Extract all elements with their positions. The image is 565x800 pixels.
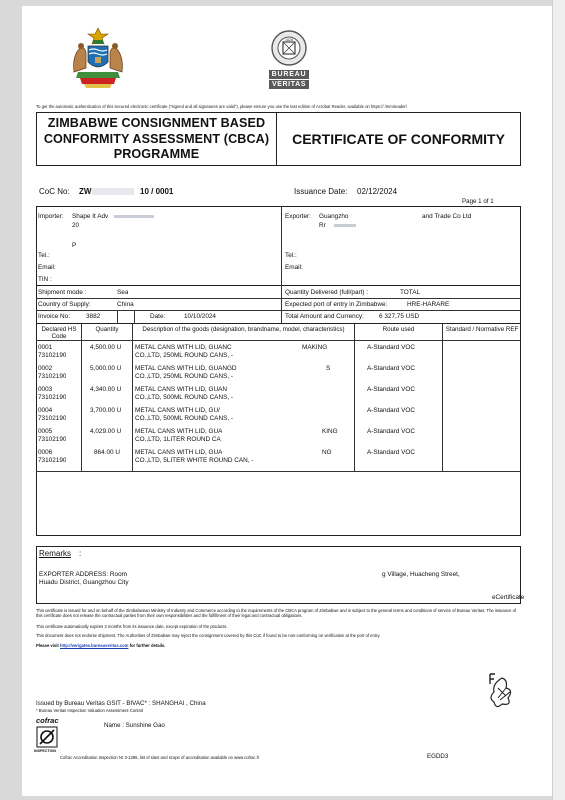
row-5-index: 0005: [38, 428, 53, 435]
row-5-quantity: 4,029.00 U: [90, 428, 122, 435]
goods-col-divider-1: [81, 324, 82, 471]
zimbabwe-coat-of-arms-icon: [62, 26, 134, 90]
invoice-number-label: Invoice No:: [38, 313, 70, 320]
visit-suffix: for further details.: [129, 643, 166, 648]
column-header-standard: Standard / Normative REF: [445, 326, 519, 333]
row-6-hs-code: 73102190: [38, 457, 67, 464]
visit-prefix: Please visit: [36, 643, 59, 648]
country-of-supply-label: Country of Supply:: [38, 301, 91, 308]
total-amount-value: 6 327,75 USD: [379, 313, 420, 320]
row-2-route: A-Standard VOC: [367, 365, 415, 372]
row-6-description-tail: NG: [322, 449, 332, 456]
row-2-quantity: 5,000.00 U: [90, 365, 122, 372]
column-header-route: Route used: [382, 326, 415, 333]
issuance-label: Issuance Date:: [294, 187, 348, 196]
title-box: [36, 112, 521, 166]
row-3-description-line1: METAL CANS WITH LID, GUAN: [135, 386, 227, 393]
importer-address-line3: P: [72, 242, 77, 249]
invoice-date-label: Date:: [150, 313, 166, 320]
importer-redaction: [114, 215, 154, 218]
shipment-row-divider-1: [36, 298, 521, 299]
row-1-description-line2: CO.,LTD, 250ML ROUND CANS, -: [135, 352, 234, 359]
importer-tin-label: TIN :: [38, 276, 52, 283]
cofrac-logo-icon: [36, 726, 58, 748]
shipment-mode-label: Shipment mode :: [38, 289, 87, 296]
cofrac-inspection-label: INSPECTION: [34, 749, 56, 753]
coc-label: CoC No:: [39, 187, 70, 196]
shipment-row-divider-2: [36, 310, 521, 311]
legal-paragraph-1: This certificate is issued for and on behalf of the Zimbabwean Ministry of Industry and Commerce according to the requirements of the CBCA program of Zimbabwe and is subject to the general terms and conditions of service of Bureau Veritas. The issuance of this certificate does not release the contractual parties from their own responsibilities and the fulfillment of their legal and contractual obligations.: [36, 608, 517, 618]
document-code: EGDD3: [427, 753, 449, 760]
remarks-colon: :: [79, 549, 82, 558]
coc-value-suffix: 10 / 0001: [140, 187, 174, 196]
row-3-index: 0003: [38, 386, 53, 393]
row-3-route: A-Standard VOC: [367, 386, 415, 393]
port-of-entry-label: Expected port of entry in Zimbabwe:: [285, 301, 388, 308]
row-6-description-line1: METAL CANS WITH LID, GUA: [135, 449, 223, 456]
row-2-index: 0002: [38, 365, 53, 372]
page-scrollbar[interactable]: [552, 0, 565, 800]
issuance-date: 02/12/2024: [357, 187, 398, 196]
total-amount-label: Total Amount and Currency:: [285, 313, 364, 320]
importer-tel-label: Tel.:: [38, 252, 50, 259]
row-4-description-line1: METAL CANS WITH LID, GU/: [135, 407, 220, 414]
cofrac-word: cofrac: [36, 716, 59, 725]
bv-word-bureau: BUREAU: [271, 71, 307, 78]
exporter-address-line2: Huadu District, Guangzhou City: [39, 579, 129, 586]
exporter-redaction: [334, 224, 356, 227]
coc-value-prefix: ZW: [79, 187, 92, 196]
row-5-description-tail: KING: [322, 428, 338, 435]
row-1-description-line1: METAL CANS WITH LID, GUANC: [135, 344, 232, 351]
exporter-address-end: g Village, Huacheng Street,: [382, 571, 460, 578]
row-6-route: A-Standard VOC: [367, 449, 415, 456]
program-title: ZIMBABWE CONSIGNMENT BASED CONFORMITY ASSESSMENT (CBCA) PROGRAMME: [37, 113, 277, 165]
issued-by-line: Issued by Bureau Veritas GSIT - BIVAC* : SHANGHAI , China: [36, 700, 206, 707]
invoice-divider-1: [117, 310, 118, 324]
quantity-delivered-label: Quantity Delivered (full/part) :: [285, 289, 369, 296]
row-1-quantity: 4,500.00 U: [90, 344, 122, 351]
legal-paragraph-2: This certificate automatically expires 3 months from its issuance date, except expiration of the products.: [36, 624, 228, 629]
row-4-index: 0004: [38, 407, 53, 414]
row-5-description-line1: METAL CANS WITH LID, GUA: [135, 428, 223, 435]
exporter-name: Guangzho: [319, 213, 349, 220]
bv-word-veritas: VERITAS: [271, 81, 307, 88]
row-1-route: A-Standard VOC: [367, 344, 415, 351]
column-header-description: Description of the goods (designation, brandname, model, characteristics): [142, 326, 345, 333]
row-3-description-line2: CO.,LTD, 500ML ROUND CANS, -: [135, 394, 234, 401]
invoice-number-value: 3882: [86, 313, 101, 320]
importer-name: Shape It Adv: [72, 213, 109, 220]
row-1-description-tail: MAKING: [302, 344, 328, 351]
quantity-delivered-value: TOTAL: [400, 289, 421, 296]
row-2-description-tail: S: [326, 365, 331, 372]
legal-paragraph-3: This document does not endorse shipment. The Authorities of Zimbabwe may reject the consignment covered by this CoC if found to be non-conforming on verification at the port of entry.: [36, 633, 381, 638]
verigates-link[interactable]: http://verigates.bureauveritas.com: [60, 643, 129, 648]
port-of-entry-value: HRE-HARARE: [407, 301, 450, 308]
column-header-quantity: Quantity: [95, 326, 119, 333]
signature-stamp-icon: [484, 670, 518, 714]
row-2-hs-code: 73102190: [38, 373, 67, 380]
signatory-name: Name : Sunshine Gao: [104, 722, 165, 729]
issued-by-note: * Bureau Veritas Inspection Valuation Assessment Control: [36, 708, 144, 713]
row-4-quantity: 3,700.00 U: [90, 407, 122, 414]
goods-rows-bottom: [36, 471, 521, 472]
goods-col-divider-4: [442, 324, 443, 471]
certificate-page: [22, 6, 552, 796]
remarks-label: Remarks: [39, 549, 72, 558]
goods-col-divider-3: [354, 324, 355, 471]
country-of-supply-value: China: [117, 301, 134, 308]
parties-divider: [281, 206, 282, 286]
goods-header-divider: [36, 340, 521, 341]
row-5-route: A-Standard VOC: [367, 428, 415, 435]
invoice-divider-2: [134, 310, 135, 324]
certificate-title: CERTIFICATE OF CONFORMITY: [292, 131, 505, 147]
exporter-email-label: Email:: [285, 264, 303, 271]
row-3-hs-code: 73102190: [38, 394, 67, 401]
row-4-route: A-Standard VOC: [367, 407, 415, 414]
coc-redaction: [92, 188, 134, 195]
column-header-hs-code: Declared HS Code: [41, 326, 77, 340]
bv-ring-year: 1828: [285, 38, 293, 42]
row-2-description-line2: CO.,LTD, 250ML ROUND CANS, -: [135, 373, 234, 380]
row-6-quantity: 864.00 U: [94, 449, 120, 456]
goods-col-divider-2: [132, 324, 133, 471]
importer-label: Importer:: [38, 213, 64, 220]
row-3-quantity: 4,340.00 U: [90, 386, 122, 393]
row-6-index: 0006: [38, 449, 53, 456]
shipment-col-divider: [281, 286, 282, 324]
exporter-tel-label: Tel.:: [285, 252, 297, 259]
row-5-description-line2: CO.,LTD, 1LITER ROUND CA: [135, 436, 221, 443]
shipment-mode-value: Sea: [117, 289, 129, 296]
visit-line: [36, 643, 165, 648]
exporter-address-line2: Rr: [319, 222, 326, 229]
importer-address-line2: 20: [72, 222, 80, 229]
exporter-label: Exporter:: [285, 213, 311, 220]
ecertificate-label: eCertificate: [492, 594, 525, 601]
invoice-date-value: 10/10/2024: [184, 313, 216, 320]
row-4-hs-code: 73102190: [38, 415, 67, 422]
cofrac-accreditation: Cofrac Accreditation Inspection Nr 3-1396, list of sites and scope of accreditation available on www.cofrac.fr: [60, 755, 260, 760]
row-6-description-line2: CO.,LTD, 5LITER WHITE ROUND CAN, -: [135, 457, 254, 464]
row-1-index: 0001: [38, 344, 53, 351]
importer-email-label: Email:: [38, 264, 56, 271]
authentication-note: To get the automatic authentication of this secured electronic certificate ("signed and all signatures are valid"), please ensure you use the last edition of Acrobat Reader, available on https:// /mmireader/: [36, 104, 407, 109]
row-1-hs-code: 73102190: [38, 352, 67, 359]
page-number: Page 1 of 1: [462, 198, 494, 205]
row-2-description-line1: METAL CANS WITH LID, GUANGD: [135, 365, 237, 372]
row-5-hs-code: 73102190: [38, 436, 67, 443]
exporter-name-end: and Trade Co Ltd: [422, 213, 472, 220]
row-4-description-line2: CO.,LTD, 500ML ROUND CANS, -: [135, 415, 234, 422]
exporter-address-start: EXPORTER ADDRESS: Room: [39, 571, 127, 578]
